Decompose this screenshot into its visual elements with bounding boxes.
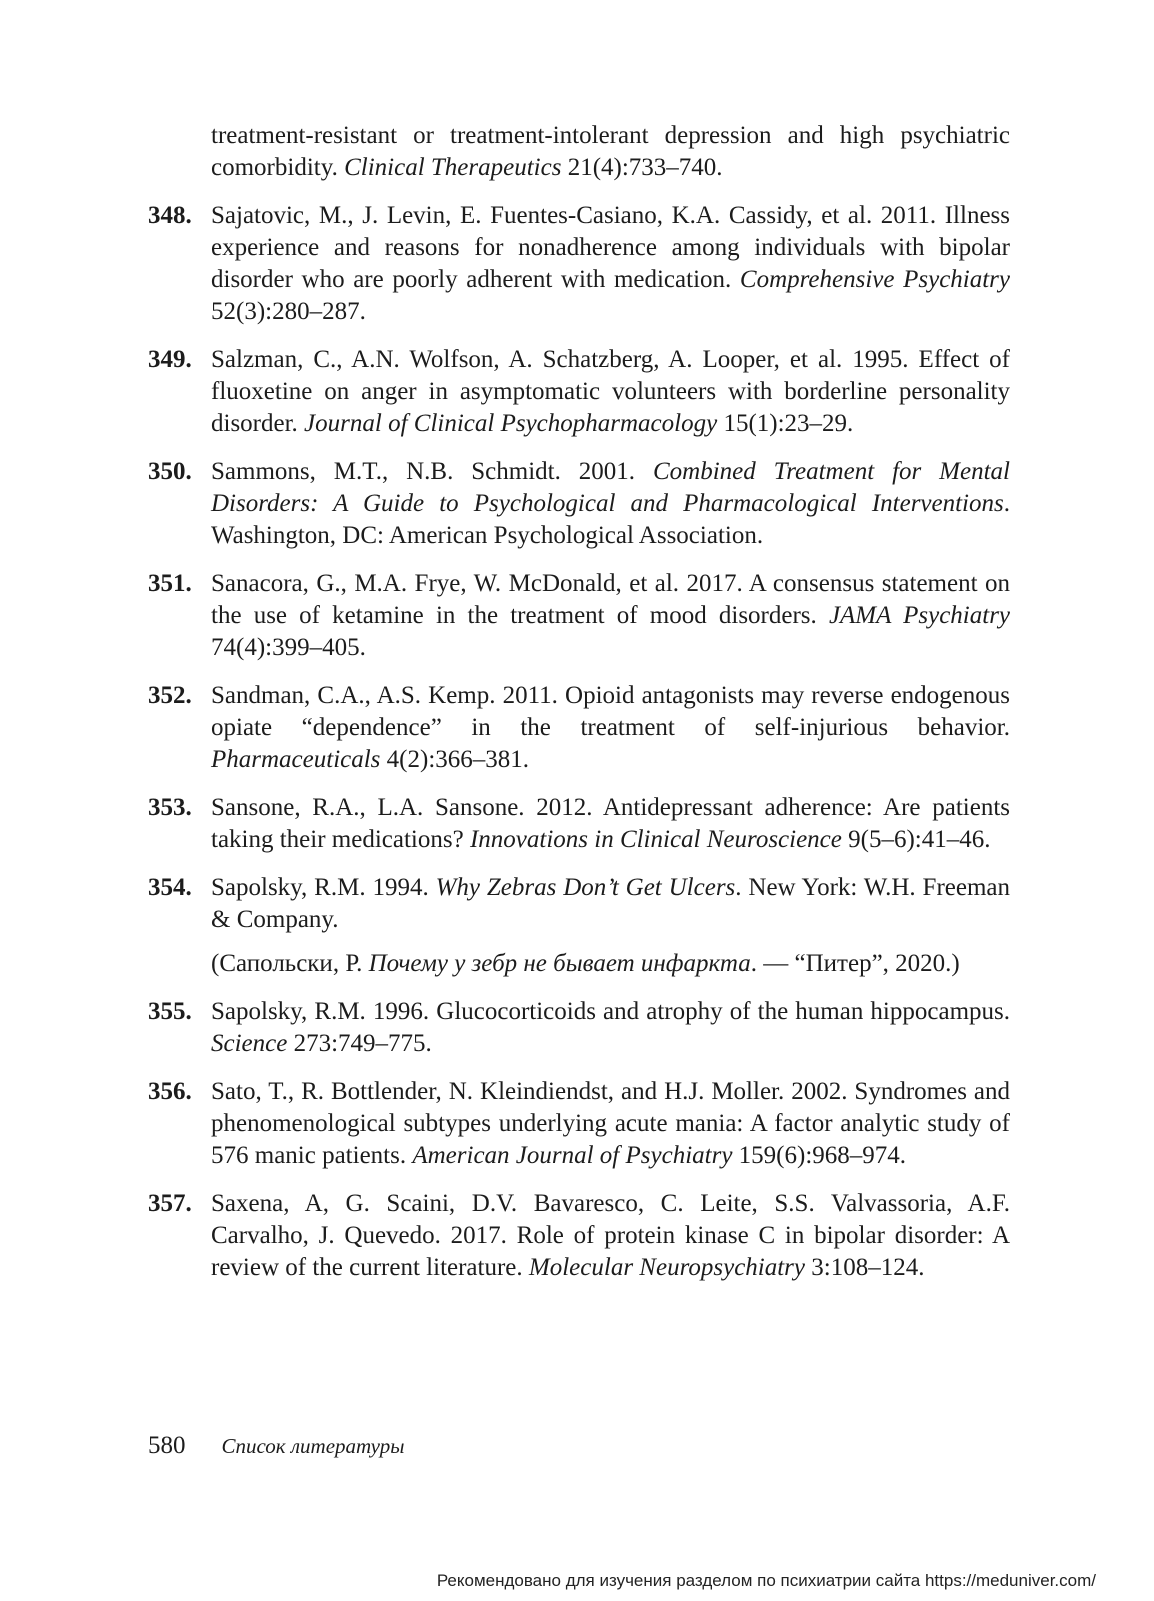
reference-text <box>211 996 1010 1060</box>
text-run: . Washington, DC: American Psychological Association. <box>211 490 1010 549</box>
text-run: Sato, T., R. Bottlender, N. Kleindiendst, and H.J. Moller. 2002. Syndromes and phenomenological subtypes underlying acute mania: A factor analytic study of 576 manic patients. <box>211 1078 1010 1169</box>
reference-entry <box>148 568 1010 664</box>
text-run: Sapolsky, R.M. 1996. Glucocorticoids and atrophy of the human hippocampus. <box>211 998 1010 1025</box>
text-run: 4(2):366–381. <box>380 746 530 773</box>
reference-number: 352. <box>148 682 192 709</box>
reference-body <box>211 872 1010 980</box>
text-run: Saxena, A, G. Scaini, D.V. Bavaresco, C. Leite, S.S. Valvassoria, A.F. Carvalho, J. Quevedo. 2017. Role of protein kinase C in bipolar disorder: A review of the current literature. <box>211 1190 1010 1281</box>
text-run: Sanacora, G., M.A. Frye, W. McDonald, et al. 2017. A consensus statement on the use of ketamine in the treatment of mood disorders. <box>211 570 1010 629</box>
text-run: 9(5–6):41–46. <box>841 826 991 853</box>
reference-body <box>211 1076 1010 1172</box>
reference-body <box>211 344 1010 440</box>
reference-body <box>211 200 1010 328</box>
reference-number: 348. <box>148 202 192 229</box>
italic-title: JAMA Psychiatry <box>828 602 1011 629</box>
watermark-text: Рекомендовано для изучения разделом по психиатрии сайта https://meduniver.com/ <box>436 1571 1096 1590</box>
reference-number: 354. <box>148 874 192 901</box>
text-run: Sajatovic, M., J. Levin, E. Fuentes-Casiano, K.A. Cassidy, et al. 2011. Illness experience and reasons for nonadherence among individuals with bipolar disorder who are poorly adherent with medication. <box>211 202 1010 293</box>
reference-body <box>211 996 1010 1060</box>
text-run: (Сапольски, Р. <box>211 950 369 977</box>
reference-number: 357. <box>148 1190 192 1217</box>
italic-title: Science <box>211 1030 288 1057</box>
text-run: 21(4):733–740. <box>561 154 723 181</box>
reference-body <box>211 456 1010 552</box>
reference-entry <box>148 680 1010 776</box>
reference-entry <box>148 792 1010 856</box>
section-title: Список литературы <box>221 1434 405 1458</box>
reference-list <box>148 120 1010 1300</box>
text-run: treatment-resistant or treatment-intolerant depression and high psychiatric comorbidity. <box>211 122 1010 181</box>
reference-body <box>211 792 1010 856</box>
reference-text <box>211 568 1010 664</box>
reference-entry <box>148 456 1010 552</box>
reference-text <box>211 344 1010 440</box>
translation-note <box>211 948 1010 980</box>
reference-text <box>211 1076 1010 1172</box>
italic-title: Journal of Clinical Psychopharmacology <box>304 410 718 437</box>
text-run: Sapolsky, R.M. 1994. <box>211 874 436 901</box>
text-run: 15(1):23–29. <box>717 410 854 437</box>
italic-title: Comprehensive Psychiatry <box>739 266 1011 293</box>
reference-text <box>211 680 1010 776</box>
reference-number: 356. <box>148 1078 192 1105</box>
italic-title: Why Zebras Don’t Get Ulcers <box>435 874 736 901</box>
italic-title: Почему у зебр не бывает инфаркта <box>368 950 751 977</box>
text-run: 3:108–124. <box>805 1254 925 1281</box>
reference-text <box>211 200 1010 328</box>
continued-reference <box>148 120 1010 184</box>
reference-entry <box>148 344 1010 440</box>
text-run: 52(3):280–287. <box>211 298 366 325</box>
text-run: Sandman, C.A., A.S. Kemp. 2011. Opioid antagonists may reverse endogenous opiate “dependence” in the treatment of self-injurious behavior. <box>211 682 1010 741</box>
italic-title: Molecular Neuropsychiatry <box>528 1254 806 1281</box>
reference-number: 349. <box>148 346 192 373</box>
reference-entry <box>148 1188 1010 1284</box>
text-run: 74(4):399–405. <box>211 634 366 661</box>
reference-number: 353. <box>148 794 192 821</box>
text-run: Sammons, M.T., N.B. Schmidt. 2001. <box>211 458 653 485</box>
page-number: 580 <box>148 1432 186 1459</box>
italic-title: Combined Treatment for Mental Disorders: A Guide to Psychological and Pharmacological Interventions <box>211 458 1010 517</box>
text-run: Salzman, C., A.N. Wolfson, A. Schatzberg, A. Looper, et al. 1995. Effect of fluoxetine on anger in asymptomatic volunteers with borderline personality disorder. <box>211 346 1010 437</box>
reference-text <box>211 872 1010 936</box>
text-run: Sansone, R.A., L.A. Sansone. 2012. Antidepressant adherence: Are patients taking their medications? <box>211 794 1010 853</box>
page-footer <box>148 1432 404 1460</box>
italic-title: Clinical Therapeutics <box>344 154 562 181</box>
reference-number: 351. <box>148 570 192 597</box>
italic-title: American Journal of Psychiatry <box>412 1142 733 1169</box>
reference-number: 355. <box>148 998 192 1025</box>
reference-entry <box>148 1076 1010 1172</box>
references-container <box>148 200 1010 1284</box>
italic-title: Pharmaceuticals <box>211 746 381 773</box>
reference-body <box>211 680 1010 776</box>
reference-text <box>211 792 1010 856</box>
text-run: 273:749–775. <box>287 1030 432 1057</box>
italic-title: Innovations in Clinical Neuroscience <box>469 826 842 853</box>
reference-entry <box>148 200 1010 328</box>
reference-body <box>211 1188 1010 1284</box>
reference-entry <box>148 996 1010 1060</box>
reference-number: 350. <box>148 458 192 485</box>
reference-entry <box>148 872 1010 980</box>
reference-text <box>211 456 1010 552</box>
reference-text <box>211 1188 1010 1284</box>
reference-body <box>211 568 1010 664</box>
text-run: . New York: W.H. Freeman & Company. <box>211 874 1010 933</box>
text-run: . — “Питер”, 2020.) <box>750 950 960 977</box>
text-run: 159(6):968–974. <box>732 1142 907 1169</box>
